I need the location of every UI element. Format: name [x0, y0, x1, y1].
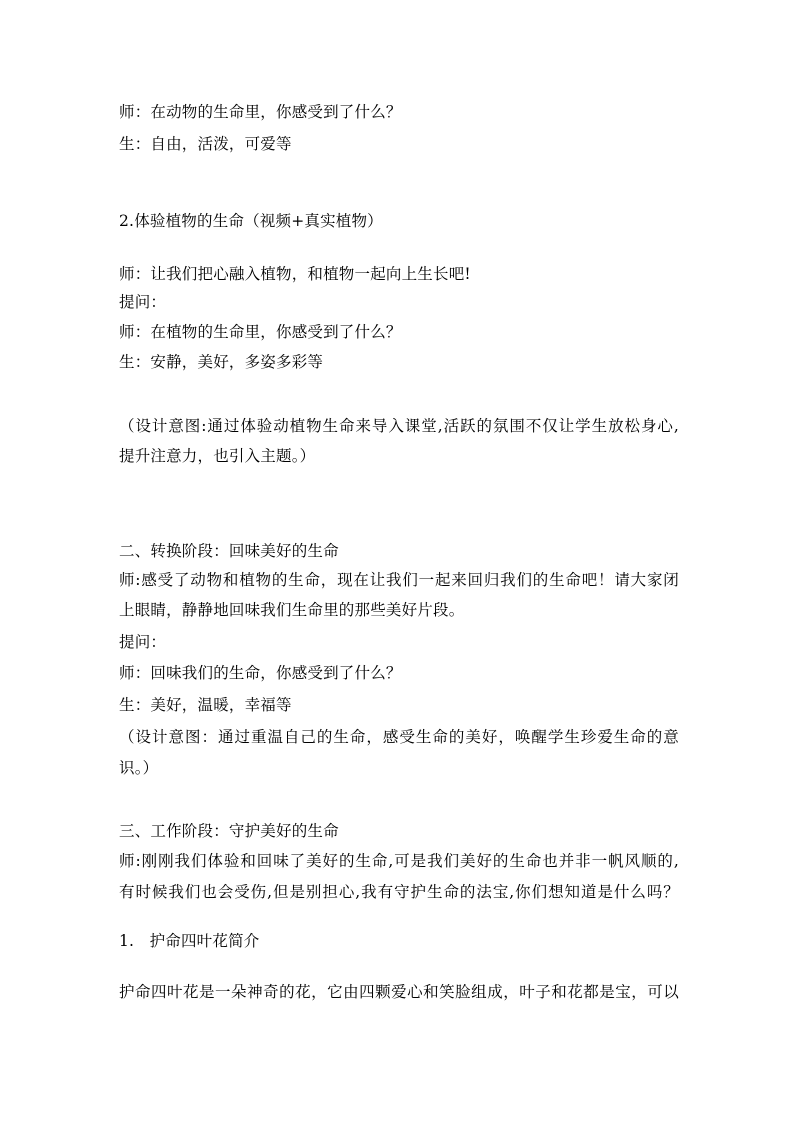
dialogue-teacher-recall-line-1: 师:感受了动物和植物的生命，现在让我们一起来回归我们的生命吧！请大家闭 — [119, 571, 679, 589]
section-heading-working-stage: 三、工作阶段：守护美好的生命 — [119, 822, 339, 840]
section-heading-plant-life: 2.体验植物的生命（视频+真实植物） — [119, 212, 383, 230]
dialogue-teacher-animal-question: 师：在动物的生命里，你感受到了什么？ — [119, 103, 402, 121]
dialogue-teacher-recall-question: 师：回味我们的生命，你感受到了什么？ — [119, 664, 402, 682]
design-intent-2-line-1: （设计意图：通过重温自己的生命，感受生命的美好，唤醒学生珍爱生命的意 — [119, 728, 679, 746]
design-intent-1-line-1: （设计意图:通过体验动植物生命来导入课堂,活跃的氛围不仅让学生放松身心, — [119, 417, 679, 435]
question-label: 提问： — [119, 633, 167, 651]
design-intent-2-line-2: 识。） — [119, 759, 159, 777]
design-intent-1-line-2: 提升注意力，也引入主题。） — [119, 447, 316, 465]
question-label: 提问： — [119, 293, 167, 311]
subsection-heading-four-leaf-flower: 1. 护命四叶花简介 — [119, 932, 260, 950]
section-heading-transition-stage: 二、转换阶段：回味美好的生命 — [119, 542, 339, 560]
dialogue-teacher-guard-line-1: 师:刚刚我们体验和回味了美好的生命,可是我们美好的生命也并非一帆风顺的, — [119, 852, 679, 870]
dialogue-student-recall-answer: 生：美好，温暖，幸福等 — [119, 696, 292, 714]
paragraph-four-leaf-flower-intro: 护命四叶花是一朵神奇的花，它由四颗爱心和笑脸组成，叶子和花都是宝，可以 — [119, 983, 679, 1001]
dialogue-teacher-recall-line-2: 上眼睛，静静地回味我们生命里的那些美好片段。 — [119, 601, 465, 619]
dialogue-student-animal-answer: 生：自由，活泼，可爱等 — [119, 135, 292, 153]
dialogue-student-plant-answer: 生：安静，美好，多姿多彩等 — [119, 353, 324, 371]
dialogue-teacher-guard-line-2: 有时候我们也会受伤,但是别担心,我有守护生命的法宝,你们想知道是什么吗？ — [119, 883, 679, 901]
dialogue-teacher-plant-question: 师：在植物的生命里，你感受到了什么？ — [119, 323, 402, 341]
dialogue-teacher-plant-intro: 师：让我们把心融入植物，和植物一起向上生长吧! — [119, 265, 471, 283]
